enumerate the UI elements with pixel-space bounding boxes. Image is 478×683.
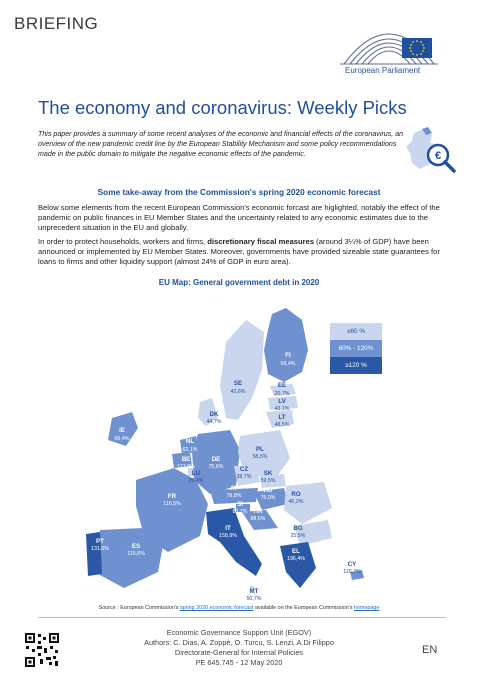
country-SE — [220, 320, 264, 420]
label-SE-code: SE — [233, 380, 243, 387]
label-FR-value: 116,5% — [163, 501, 181, 507]
label-CY-value: 115,7% — [343, 569, 361, 575]
country-FI — [264, 308, 308, 382]
label-SK-value: 59,5% — [260, 478, 276, 484]
label-DE-code: DE — [211, 456, 221, 463]
label-SK-code: SK — [263, 470, 273, 477]
label-LV-code: LV — [278, 398, 286, 405]
label-NL-code: NL — [185, 438, 195, 445]
label-MT-code: MT — [249, 588, 259, 595]
fiscal-measures-paragraph — [38, 237, 448, 268]
label-DE-value: 75,6% — [208, 464, 224, 470]
label-CZ-value: 38,7% — [236, 474, 252, 480]
label-LT-value: 48,5% — [274, 422, 290, 428]
label-PT-value: 131,6% — [91, 546, 109, 552]
label-AT-code: AT — [230, 485, 238, 492]
fiscal-text-before: In order to protect households, workers and firms, — [38, 237, 208, 246]
legend-high: ≥120 % — [330, 357, 382, 374]
label-HR-code: HR — [253, 508, 263, 515]
label-NL-value: 62,1% — [182, 447, 198, 453]
label-RO-code: RO — [291, 491, 301, 498]
label-BG-value: 25,5% — [290, 533, 306, 539]
footer-unit: Economic Governance Support Unit (EGOV) — [166, 628, 312, 637]
label-RO-value: 46,2% — [288, 499, 304, 505]
label-BE-value: 113,8% — [177, 464, 195, 470]
label-CY-code: CY — [347, 561, 357, 568]
map-title: EU Map: General government debt in 2020 — [158, 278, 320, 287]
section-heading: Some take-away from the Commission's spring 2020 economic forecast — [97, 187, 381, 197]
fiscal-text-bold: discretionary fiscal measures — [207, 237, 315, 246]
label-ES-value: 115,6% — [127, 551, 145, 557]
language-code: EN — [422, 644, 438, 656]
briefing-label: BRIEFING — [14, 14, 99, 33]
label-HU-value: 75,0% — [260, 495, 276, 501]
source-prefix: Source : European Commission's — [98, 605, 180, 611]
footer-authors: Authors: C. Dias, A. Zoppè, O. Turcu, S. Lenzi, A.Di Filippo — [144, 638, 334, 647]
homepage-link[interactable]: homepage — [353, 605, 380, 611]
label-SI-value: 83,7% — [232, 509, 248, 515]
label-AT-value: 78,8% — [226, 493, 242, 499]
legend-low: ≤60 % — [330, 323, 382, 340]
label-FI-code: FI — [285, 352, 291, 359]
label-IE-code: IE — [119, 427, 125, 434]
label-IT-code: IT — [225, 525, 231, 532]
label-LT-code: LT — [278, 414, 286, 421]
svg-text:€: € — [434, 150, 442, 162]
intro-paragraph: This paper provides a summary of some recent analyses of the economic and financial effects of the coronavirus, an overview of the new pandemic credit line by the European Stability Mechanism and some policy recommendations made in the public domain to mitigate the negative economic effects of the pandemic. — [38, 130, 404, 159]
label-IT-value: 158,9% — [219, 533, 237, 539]
label-LV-value: 43,1% — [274, 406, 290, 412]
footer-directorate: Directorate-General for Internal Policies — [174, 648, 304, 657]
label-PL-value: 58,5% — [252, 454, 268, 460]
eu-magnifier-icon — [402, 125, 462, 177]
legend-mid: 60% - 120% — [330, 340, 382, 357]
european-parliament-name: European Parliament — [345, 66, 421, 75]
label-LU-code: LU — [191, 470, 201, 477]
label-HR-value: 88,6% — [250, 516, 266, 522]
footer-divider — [38, 617, 446, 618]
label-DK-code: DK — [209, 411, 219, 418]
label-MT-value: 50,7% — [246, 596, 262, 602]
label-PT-code: PT — [96, 538, 104, 545]
footer-reference: PE 645.745 - 12 May 2020 — [195, 658, 283, 667]
label-SE-value: 42,6% — [230, 389, 246, 395]
label-CZ-code: CZ — [239, 466, 249, 473]
label-IE-value: 66,4% — [114, 436, 130, 442]
label-EL-value: 196,4% — [287, 556, 305, 562]
label-LU-value: 26,4% — [188, 478, 204, 484]
page-title: The economy and coronavirus: Weekly Picks — [38, 97, 407, 118]
label-DK-value: 44,7% — [206, 419, 222, 425]
label-SI-code: SI — [237, 501, 243, 508]
map-source — [0, 605, 478, 611]
label-PL-code: PL — [256, 446, 264, 453]
source-middle: available on the European Commission's — [253, 605, 354, 611]
label-EE-code: EE — [277, 382, 287, 389]
label-FI-value: 69,4% — [280, 361, 296, 367]
fiscal-text-after: (around 3¼% of GDP) have been announced or implemented by EU Member States. Moreover, governments have provided sizeable state guarantees for loans to firms and other liquidity support (almost 24% of GDP in euro area). — [38, 237, 440, 267]
label-BE-code: BE — [181, 456, 191, 463]
label-EL-code: EL — [292, 548, 300, 555]
label-ES-code: ES — [131, 543, 141, 550]
label-EE-value: 20,7% — [274, 391, 290, 397]
forecast-paragraph: Below some elements from the recent European Commission's economic forcast are higlighted, notably the effect of the pandemic on public finances in EU Member States and the uncertainty related to any economic estimates due to the unprecedent situation in the EU and globally. — [38, 203, 440, 233]
label-HU-code: HU — [263, 487, 273, 494]
label-FR-code: FR — [167, 493, 177, 500]
label-BG-code: BG — [293, 525, 303, 532]
forecast-link[interactable]: spring 2020 economic forecast — [179, 605, 254, 611]
country-ES — [98, 528, 164, 588]
